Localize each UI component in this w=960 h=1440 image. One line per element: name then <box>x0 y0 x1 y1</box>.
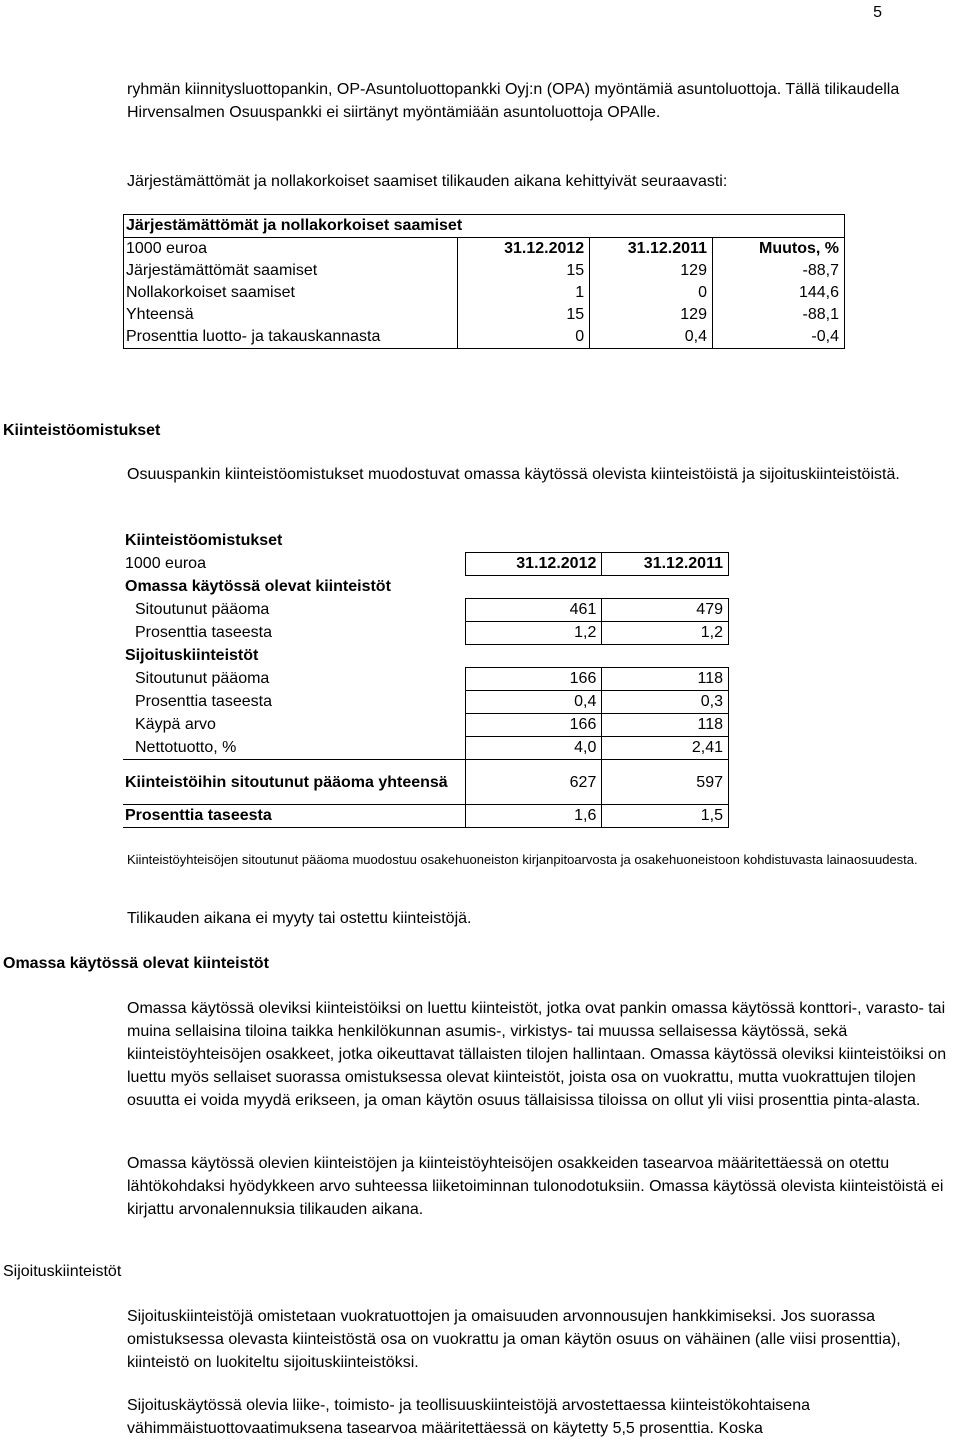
table-row <box>123 599 729 622</box>
row-label: Prosenttia luotto- ja takauskannasta <box>126 328 381 345</box>
row-label: Kiinteistöihin sitoutunut pääoma yhteensä <box>123 760 465 805</box>
receivables-table-title: Järjestämättömät ja nollakorkoiset saamiset <box>126 217 463 234</box>
real-estate-paragraph: Osuuspankin kiinteistöomistukset muodostuvat omassa käytössä olevista kiinteistöistä ja sijoituskiinteistöistä. <box>127 466 900 483</box>
cell-value: 166 <box>465 714 602 737</box>
cell-value: 1,5 <box>602 805 729 828</box>
table-row <box>123 737 729 760</box>
investment-subheading: Sijoituskiinteistöt <box>125 647 259 664</box>
receivables-intro: Järjestämättömät ja nollakorkoiset saamiset tilikauden aikana kehittyivät seuraavasti: <box>127 173 728 190</box>
footnote: Kiinteistöyhteisöjen sitoutunut pääoma muodostuu osakehuoneiston kirjanpitoarvosta ja osakehuoneistoon kohdistuvasta lainaosuudesta. <box>127 852 918 867</box>
cell-value: 118 <box>602 714 729 737</box>
real-estate-heading: Kiinteistöomistukset <box>3 422 161 439</box>
table-row <box>124 260 845 282</box>
cell-value: 0,4 <box>465 691 602 714</box>
own-use-subheading: Omassa käytössä olevat kiinteistöt <box>125 578 391 595</box>
table-row <box>123 691 729 714</box>
real-estate-table <box>123 530 729 828</box>
row-label: Prosenttia taseesta <box>135 693 272 710</box>
cell-value: 129 <box>590 260 713 282</box>
row-label: Prosenttia taseesta <box>135 624 272 641</box>
cell-value: 2,41 <box>602 737 729 760</box>
col-2011-header: 31.12.2011 <box>602 553 729 576</box>
no-sales-note: Tilikauden aikana ei myyty tai ostettu kiinteistöjä. <box>127 910 472 927</box>
col-2011-header: 31.12.2011 <box>590 238 713 261</box>
row-label: Nettotuotto, % <box>135 738 237 756</box>
table-row <box>123 622 729 645</box>
row-label: Sitoutunut pääoma <box>135 670 270 687</box>
row-label: Järjestämättömät saamiset <box>126 262 318 279</box>
cell-value: 0,3 <box>602 691 729 714</box>
receivables-table <box>123 214 845 349</box>
table-row <box>123 668 729 691</box>
cell-value: 4,0 <box>465 737 602 760</box>
cell-value: -88,7 <box>712 260 844 282</box>
own-use-paragraph-1: Omassa käytössä oleviksi kiinteistöiksi on luettu kiinteistöt, jotka ovat pankin omassa käytössä konttori-, varasto- tai muina sellaisina tiloina taikka henkilökunnan asumis-, virkistys- tai muussa sellaisessa käytössä, sekä kiinteistöyhteisöjen osakkeet, jotka oikeuttavat tällaisten tilojen hallintaan. Omassa käytössä oleviksi kiinteistöiksi on luettu myös sellaiset suorassa omistuksessa olevat kiinteistöt, joista osa on vuokrattu, mutta vuokrattujen tilojen osuutta ei voida myydä erikseen, ja oman käytön osuus tällaisissa tiloissa on ollut yli viisi prosenttia pinta-alasta. <box>127 1000 947 1109</box>
table-row <box>123 805 729 828</box>
cell-value: -0,4 <box>712 326 844 349</box>
cell-value: 461 <box>465 599 602 622</box>
col-change-header: Muutos, % <box>712 238 844 261</box>
cell-value: 1,2 <box>602 622 729 645</box>
row-label: Käypä arvo <box>135 716 216 733</box>
page-number: 5 <box>873 4 882 21</box>
cell-value: 1,6 <box>465 805 602 828</box>
cell-value: 1,2 <box>465 622 602 645</box>
intro-paragraph: ryhmän kiinnitysluottopankin, OP-Asuntoluottopankki Oyj:n (OPA) myöntämiä asuntoluottoja. Tällä tilikaudella Hirvensalmen Osuuspankki ei siirtänyt myöntämiään asuntoluottoja OPAlle. <box>127 81 900 121</box>
cell-value: 0,4 <box>590 326 713 349</box>
table-row <box>124 304 845 326</box>
cell-value: 144,6 <box>712 282 844 304</box>
cell-value: 118 <box>602 668 729 691</box>
cell-value: 627 <box>465 760 602 805</box>
investment-paragraph-2: Sijoituskäytössä olevia liike-, toimisto- ja teollisuuskiinteistöjä arvostettaessa kiinteistökohtaisena vähimmäistuottovaatimuksena tasearvoa määritettäessä on käytetty 5,5 prosenttia. Koska <box>127 1397 810 1437</box>
cell-value: 129 <box>590 304 713 326</box>
investment-heading: Sijoituskiinteistöt <box>3 1263 122 1280</box>
row-label: Prosenttia taseesta <box>123 805 465 828</box>
real-estate-table-title: Kiinteistöomistukset <box>125 532 283 549</box>
own-use-paragraph-2: Omassa käytössä olevien kiinteistöjen ja kiinteistöyhteisöjen osakkeiden tasearvoa määritettäessä on otettu lähtökohdaksi hyödykkeen arvo suhteessa liiketoiminnan tulonodotuksiin. Omassa käytössä olevista kiinteistöistä ei kirjattu arvonalennuksia tilikauden aikana. <box>127 1155 944 1218</box>
cell-value: 1 <box>458 282 590 304</box>
cell-value: 15 <box>458 304 590 326</box>
cell-value: 166 <box>465 668 602 691</box>
table-row <box>124 282 845 304</box>
table-row <box>123 760 729 805</box>
cell-value: 0 <box>458 326 590 349</box>
unit-label: 1000 euroa <box>125 555 206 572</box>
investment-paragraph-1: Sijoituskiinteistöjä omistetaan vuokratuottojen ja omaisuuden arvonnousujen hankkimiseksi. Jos suorassa omistuksessa olevasta kiinteistöstä osa on vuokrattu ja oman käytön osuus on vähäinen (alle viisi prosenttia), kiinteistö on luokiteltu sijoituskiinteistöksi. <box>127 1308 901 1371</box>
own-use-heading: Omassa käytössä olevat kiinteistöt <box>3 955 269 972</box>
cell-value: 0 <box>590 282 713 304</box>
cell-value: 479 <box>602 599 729 622</box>
unit-label: 1000 euroa <box>124 238 458 261</box>
col-2012-header: 31.12.2012 <box>458 238 590 261</box>
cell-value: 15 <box>458 260 590 282</box>
real-estate-table-header <box>123 553 729 576</box>
col-2012-header: 31.12.2012 <box>465 553 602 576</box>
cell-value: -88,1 <box>712 304 844 326</box>
table-row <box>123 714 729 737</box>
table-row <box>124 326 845 349</box>
row-label: Sitoutunut pääoma <box>135 601 270 618</box>
row-label: Nollakorkoiset saamiset <box>126 284 295 301</box>
receivables-table-header <box>124 238 845 261</box>
row-label: Yhteensä <box>126 306 194 323</box>
cell-value: 597 <box>602 760 729 805</box>
